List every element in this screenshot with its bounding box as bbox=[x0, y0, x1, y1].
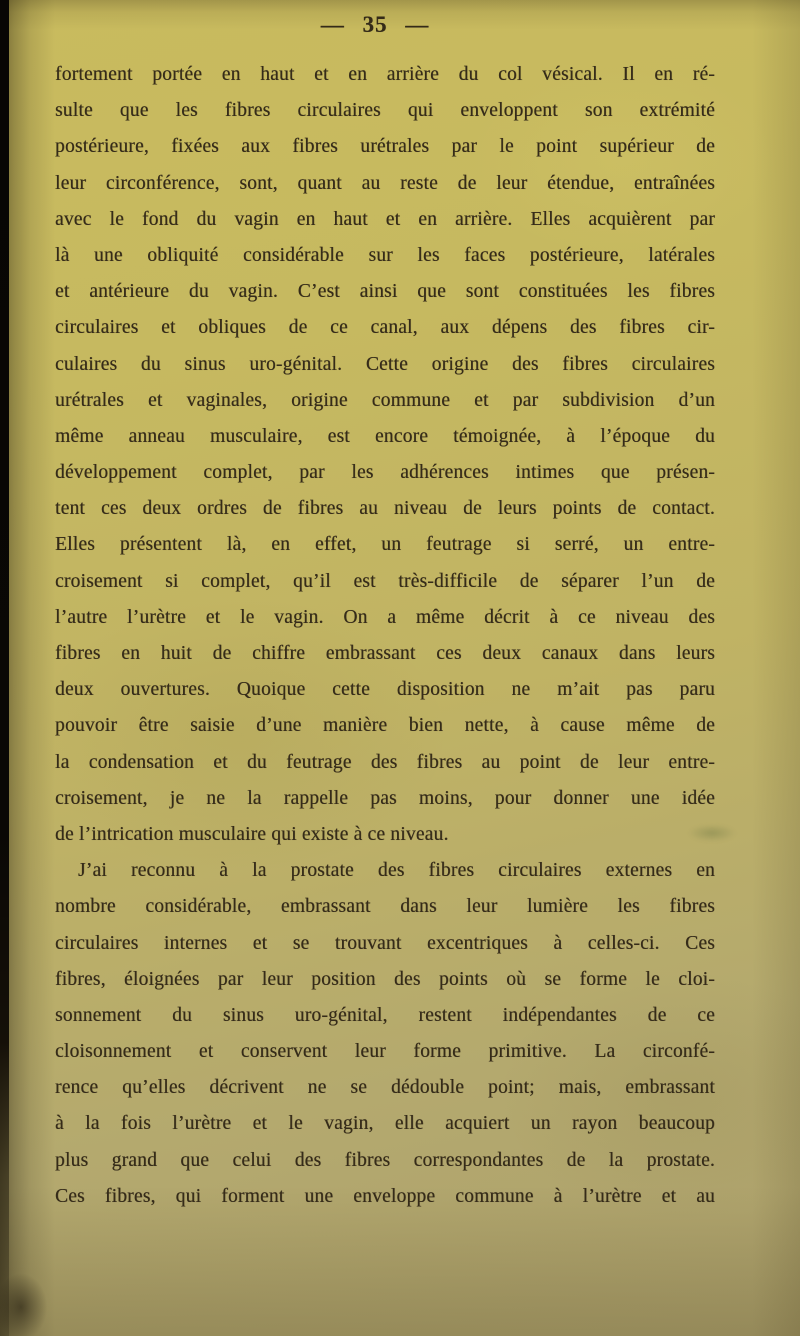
text-line: à la fois l’urètre et le vagin, elle acquiert un rayon beaucoup bbox=[55, 1113, 715, 1135]
text-line: leur circonférence, sont, quant au reste de leur étendue, entraînées bbox=[55, 172, 715, 194]
text-line: là une obliquité considérable sur les faces postérieure, latérales bbox=[55, 244, 715, 266]
text-line: sonnement du sinus uro-génital, restent indépendantes de ce bbox=[55, 1004, 715, 1026]
text-line: circulaires internes et se trouvant excentriques à celles-ci. Ces bbox=[55, 932, 715, 954]
text-line: deux ouvertures. Quoique cette disposition ne m’ait pas paru bbox=[55, 679, 715, 701]
page-number: — 35 — bbox=[320, 12, 430, 37]
text-line: postérieure, fixées aux fibres urétrales par le point supérieur de bbox=[55, 136, 715, 158]
text-line: fibres en huit de chiffre embrassant ces deux canaux dans leurs bbox=[55, 643, 715, 664]
text-line: Ces fibres, qui forment une enveloppe commune à l’urètre et au bbox=[55, 1185, 715, 1207]
text-line: et antérieure du vagin. C’est ainsi que sont constituées les fibres bbox=[55, 281, 715, 303]
text-line: pouvoir être saisie d’une manière bien nette, à cause même de bbox=[55, 715, 715, 737]
book-binding-edge bbox=[0, 0, 9, 1336]
text-line: croisement si complet, qu’il est très-difficile de séparer l’un de bbox=[55, 570, 715, 592]
text-line: cloisonnement et conservent leur forme primitive. La circonfé- bbox=[55, 1041, 715, 1063]
text-line: même anneau musculaire, est encore témoignée, à l’époque du bbox=[55, 425, 715, 447]
text-line: développement complet, par les adhérences intimes que présen- bbox=[55, 462, 715, 484]
text-line: fibres, éloignées par leur position des points où se forme le cloi- bbox=[55, 968, 715, 990]
text-line: circulaires et obliques de ce canal, aux dépens des fibres cir- bbox=[55, 317, 715, 339]
text-line: J’ai reconnu à la prostate des fibres circulaires externes en bbox=[78, 860, 715, 882]
text-line: urétrales et vaginales, origine commune et par subdivision d’un bbox=[55, 389, 715, 411]
body-text-block bbox=[55, 57, 715, 1215]
text-line: la condensation et du feutrage des fibres au point de leur entre- bbox=[55, 751, 715, 773]
text-line: sulte que les fibres circulaires qui enveloppent son extrémité bbox=[55, 100, 715, 122]
text-line: culaires du sinus uro-génital. Cette origine des fibres circulaires bbox=[55, 353, 715, 375]
text-line: l’autre l’urètre et le vagin. On a même décrit à ce niveau des bbox=[55, 606, 715, 628]
text-line: croisement, je ne la rappelle pas moins, pour donner une idée bbox=[55, 787, 715, 809]
text-line: fortement portée en haut et en arrière du col vésical. Il en ré- bbox=[55, 64, 715, 85]
text-line: de l’intrication musculaire qui existe à ce niveau. bbox=[55, 823, 449, 845]
text-line: tent ces deux ordres de fibres au niveau de leurs points de contact. bbox=[55, 498, 715, 520]
text-line: Elles présentent là, en effet, un feutrage si serré, un entre- bbox=[55, 534, 715, 556]
text-line: nombre considérable, embrassant dans leur lumière les fibres bbox=[55, 896, 715, 918]
text-line: rence qu’elles décrivent ne se dédouble point; mais, embrassant bbox=[55, 1077, 715, 1099]
bottom-left-smudge bbox=[0, 1262, 56, 1336]
text-line: plus grand que celui des fibres correspondantes de la prostate. bbox=[55, 1149, 715, 1171]
text-line: avec le fond du vagin en haut et en arrière. Elles acquièrent par bbox=[55, 208, 715, 230]
